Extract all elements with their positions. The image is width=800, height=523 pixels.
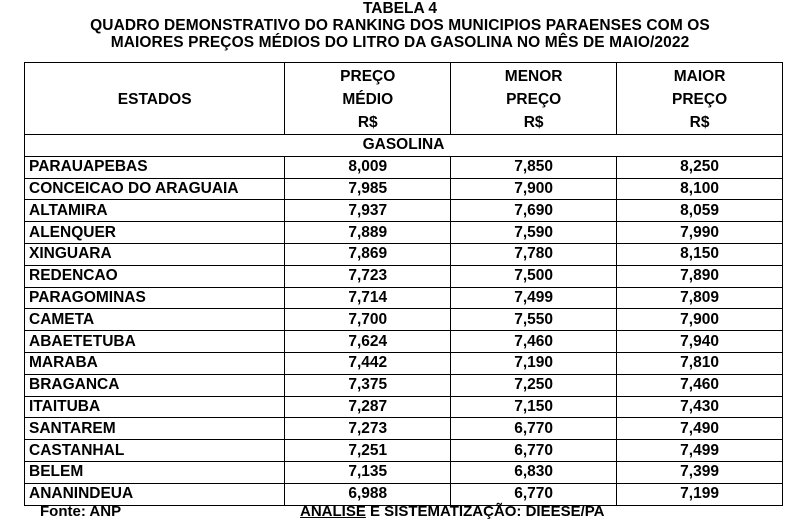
municipio-cell: CAMETA	[25, 309, 285, 331]
maior-preco-cell: 7,460	[617, 374, 783, 396]
menor-preco-cell: 7,150	[451, 396, 617, 418]
maior-preco-cell: 8,150	[617, 243, 783, 265]
maior-preco-cell: 7,499	[617, 440, 783, 462]
preco-medio-cell: 7,937	[285, 200, 451, 222]
header-preco-medio: PREÇO MÉDIO R$	[285, 63, 451, 135]
table-row	[25, 222, 783, 244]
municipio-cell: CONCEICAO DO ARAGUAIA	[25, 178, 285, 200]
municipio-cell: ALENQUER	[25, 222, 285, 244]
municipio-cell: ANANINDEUA	[25, 483, 285, 505]
maior-preco-cell: 7,900	[617, 309, 783, 331]
header-maior-preco: MAIOR PREÇO R$	[617, 63, 783, 135]
preco-medio-cell: 7,985	[285, 178, 451, 200]
table-row	[25, 265, 783, 287]
municipio-cell: CASTANHAL	[25, 440, 285, 462]
table-row	[25, 156, 783, 178]
menor-preco-cell: 7,780	[451, 243, 617, 265]
municipio-cell: BRAGANCA	[25, 374, 285, 396]
analysis-note	[300, 503, 604, 521]
preco-medio-cell: 7,287	[285, 396, 451, 418]
table-row	[25, 483, 783, 505]
menor-preco-cell: 6,770	[451, 483, 617, 505]
menor-preco-cell: 6,770	[451, 440, 617, 462]
table-row	[25, 440, 783, 462]
analysis-underlined-word: ANALISE	[300, 503, 366, 520]
menor-preco-cell: 7,900	[451, 178, 617, 200]
maior-preco-cell: 7,399	[617, 461, 783, 483]
maior-preco-cell: 7,199	[617, 483, 783, 505]
preco-medio-cell: 7,700	[285, 309, 451, 331]
table-row	[25, 178, 783, 200]
municipio-cell: MARABA	[25, 352, 285, 374]
menor-preco-cell: 6,830	[451, 461, 617, 483]
preco-medio-cell: 7,723	[285, 265, 451, 287]
maior-preco-cell: 7,810	[617, 352, 783, 374]
municipio-cell: ALTAMIRA	[25, 200, 285, 222]
maior-preco-cell: 7,809	[617, 287, 783, 309]
menor-preco-cell: 7,190	[451, 352, 617, 374]
preco-medio-cell: 7,624	[285, 331, 451, 353]
table-row	[25, 396, 783, 418]
table-row	[25, 200, 783, 222]
menor-preco-cell: 7,499	[451, 287, 617, 309]
table-row	[25, 243, 783, 265]
table-row	[25, 352, 783, 374]
header-estados: ESTADOS	[25, 63, 285, 135]
preco-medio-cell: 7,869	[285, 243, 451, 265]
menor-preco-cell: 7,500	[451, 265, 617, 287]
price-ranking-table	[24, 62, 783, 506]
municipio-cell: REDENCAO	[25, 265, 285, 287]
maior-preco-cell: 8,059	[617, 200, 783, 222]
preco-medio-cell: 7,442	[285, 352, 451, 374]
menor-preco-cell: 7,250	[451, 374, 617, 396]
menor-preco-cell: 6,770	[451, 418, 617, 440]
menor-preco-cell: 7,550	[451, 309, 617, 331]
preco-medio-cell: 6,988	[285, 483, 451, 505]
analysis-rest: E SISTEMATIZAÇÃO: DIEESE/PA	[365, 503, 605, 520]
table-row	[25, 331, 783, 353]
preco-medio-cell: 7,375	[285, 374, 451, 396]
preco-medio-cell: 7,889	[285, 222, 451, 244]
table-row	[25, 418, 783, 440]
menor-preco-cell: 7,850	[451, 156, 617, 178]
table-row	[25, 374, 783, 396]
header-menor-preco: MENOR PREÇO R$	[451, 63, 617, 135]
preco-medio-cell: 7,251	[285, 440, 451, 462]
municipio-cell: SANTAREM	[25, 418, 285, 440]
maior-preco-cell: 7,430	[617, 396, 783, 418]
table-title-line-2: MAIORES PREÇOS MÉDIOS DO LITRO DA GASOLINA NO MÊS DE MAIO/2022	[110, 34, 690, 51]
maior-preco-cell: 8,250	[617, 156, 783, 178]
preco-medio-cell: 8,009	[285, 156, 451, 178]
header-row	[25, 63, 783, 135]
maior-preco-cell: 7,490	[617, 418, 783, 440]
preco-medio-cell: 7,273	[285, 418, 451, 440]
maior-preco-cell: 7,990	[617, 222, 783, 244]
table-heading	[0, 0, 800, 51]
table-row	[25, 287, 783, 309]
maior-preco-cell: 7,940	[617, 331, 783, 353]
municipio-cell: PARAUAPEBAS	[25, 156, 285, 178]
maior-preco-cell: 8,100	[617, 178, 783, 200]
municipio-cell: ABAETETUBA	[25, 331, 285, 353]
preco-medio-cell: 7,714	[285, 287, 451, 309]
section-gasolina: GASOLINA	[25, 135, 783, 157]
table-row	[25, 309, 783, 331]
maior-preco-cell: 7,890	[617, 265, 783, 287]
table-number: TABELA 4	[362, 0, 438, 17]
municipio-cell: ITAITUBA	[25, 396, 285, 418]
municipio-cell: BELEM	[25, 461, 285, 483]
municipio-cell: PARAGOMINAS	[25, 287, 285, 309]
table-row	[25, 461, 783, 483]
menor-preco-cell: 7,590	[451, 222, 617, 244]
menor-preco-cell: 7,690	[451, 200, 617, 222]
source-note: Fonte: ANP	[40, 503, 122, 520]
municipio-cell: XINGUARA	[25, 243, 285, 265]
table-title-line-1: QUADRO DEMONSTRATIVO DO RANKING DOS MUNICIPIOS PARAENSES COM OS	[90, 17, 710, 34]
menor-preco-cell: 7,460	[451, 331, 617, 353]
preco-medio-cell: 7,135	[285, 461, 451, 483]
section-row	[25, 135, 783, 157]
